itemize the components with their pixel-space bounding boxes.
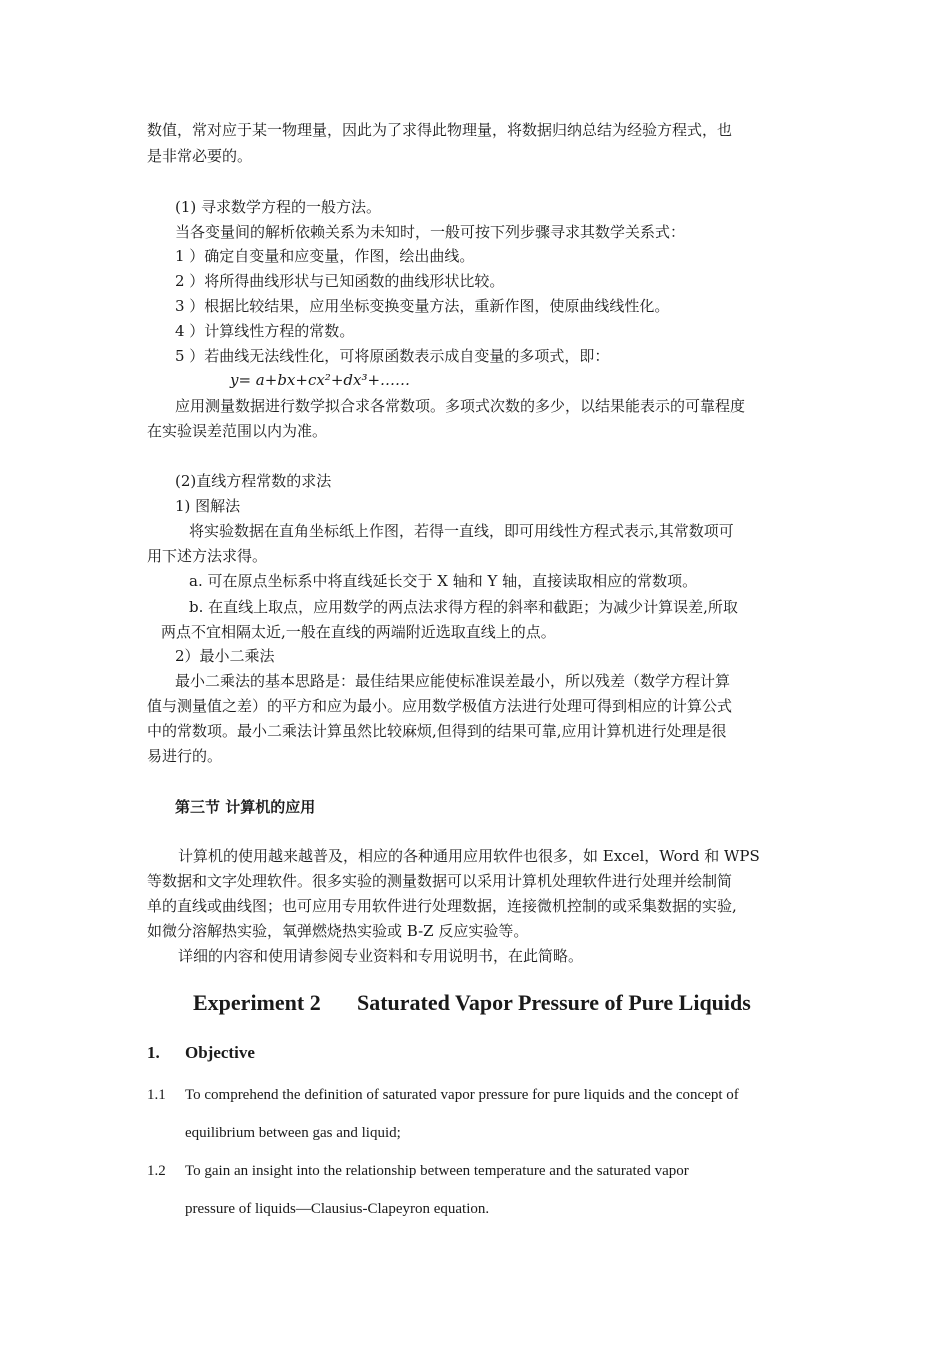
paragraph-line: 计算机的使用越来越普及，相应的各种通用应用软件也很多，如 Excel，Word 和 WPS xyxy=(178,847,760,865)
subsection-heading: 2）最小二乘法 xyxy=(175,647,275,665)
list-item: a. 可在原点坐标系中将直线延长交于 X 轴和 Y 轴，直接读取相应的常数项。 xyxy=(189,572,698,590)
experiment-title: Saturated Vapor Pressure of Pure Liquids xyxy=(357,990,751,1015)
subsection-heading: 1) 图解法 xyxy=(175,497,241,515)
paragraph-line: 在实验误差范围以内为准。 xyxy=(147,422,328,440)
paragraph-line: 如微分溶解热实验，氧弹燃烧热实验或 B-Z 反应实验等。 xyxy=(147,922,529,940)
objective-item-line: To comprehend the definition of saturated vapor pressure for pure liquids and the concept of xyxy=(185,1087,739,1103)
list-item: 两点不宜相隔太近,一般在直线的两端附近选取直线上的点。 xyxy=(161,623,556,641)
paragraph-line: 等数据和文字处理软件。很多实验的测量数据可以采用计算机处理软件进行处理并绘制简 xyxy=(147,872,733,890)
section-heading: (2)直线方程常数的求法 xyxy=(175,472,332,490)
objective-item-line: To gain an insight into the relationship between temperature and the saturated vapor xyxy=(185,1163,689,1179)
objective-heading: Objective xyxy=(185,1043,255,1062)
objective-item-line: equilibrium between gas and liquid; xyxy=(185,1125,401,1141)
paragraph-line: 单的直线或曲线图；也可应用专用软件进行处理数据，连接微机控制的或采集数据的实验, xyxy=(147,897,737,915)
paragraph-line: 用下述方法求得。 xyxy=(147,547,268,565)
paragraph-line: 应用测量数据进行数学拟合求各常数项。多项式次数的多少，以结果能表示的可靠程度 xyxy=(175,397,746,415)
list-item: 2 ）将所得曲线形状与已知函数的曲线形状比较。 xyxy=(175,272,505,290)
paragraph-line: 中的常数项。最小二乘法计算虽然比较麻烦,但得到的结果可靠,应用计算机进行处理是很 xyxy=(147,722,727,740)
objective-item-line: pressure of liquids—Clausius-Clapeyron equation. xyxy=(185,1201,490,1217)
section-heading: (1) 寻求数学方程的一般方法。 xyxy=(175,198,382,216)
item-number: 1.2 xyxy=(147,1163,166,1179)
experiment-label: Experiment 2 xyxy=(193,990,321,1015)
list-item: 3 ）根据比较结果，应用坐标变换变量方法，重新作图，使原曲线线性化。 xyxy=(175,297,670,315)
paragraph-line: 将实验数据在直角坐标纸上作图，若得一直线，即可用线性方程式表示,其常数项可 xyxy=(189,522,734,540)
item-number: 1.1 xyxy=(147,1087,166,1103)
paragraph-line: 最小二乘法的基本思路是：最佳结果应能使标准误差最小，所以残差（数学方程计算 xyxy=(175,672,731,690)
polynomial-equation: y= a+bx+cx²+dx³+…… xyxy=(230,371,411,389)
paragraph-line: 详细的内容和使用请参阅专业资料和专用说明书，在此简略。 xyxy=(178,947,584,965)
list-item: 4 ）计算线性方程的常数。 xyxy=(175,322,355,340)
objective-number: 1. xyxy=(147,1043,160,1062)
paragraph-line: 是非常必要的。 xyxy=(147,147,253,165)
list-item: 1 ）确定自变量和应变量，作图，绘出曲线。 xyxy=(175,247,475,265)
section-heading-computer: 第三节 计算机的应用 xyxy=(175,798,316,816)
list-item: b. 在直线上取点，应用数学的两点法求得方程的斜率和截距；为减少计算误差,所取 xyxy=(189,598,738,616)
paragraph-line: 数值，常对应于某一物理量，因此为了求得此物理量，将数据归纳总结为经验方程式，也 xyxy=(147,121,733,139)
paragraph-line: 当各变量间的解析依赖关系为未知时，一般可按下列步骤寻求其数学关系式： xyxy=(175,223,686,241)
paragraph-line: 值与测量值之差）的平方和应为最小。应用数学极值方法进行处理可得到相应的计算公式 xyxy=(147,697,733,715)
paragraph-line: 易进行的。 xyxy=(147,747,223,765)
list-item: 5 ）若曲线无法线性化，可将原函数表示成自变量的多项式，即： xyxy=(175,347,610,365)
